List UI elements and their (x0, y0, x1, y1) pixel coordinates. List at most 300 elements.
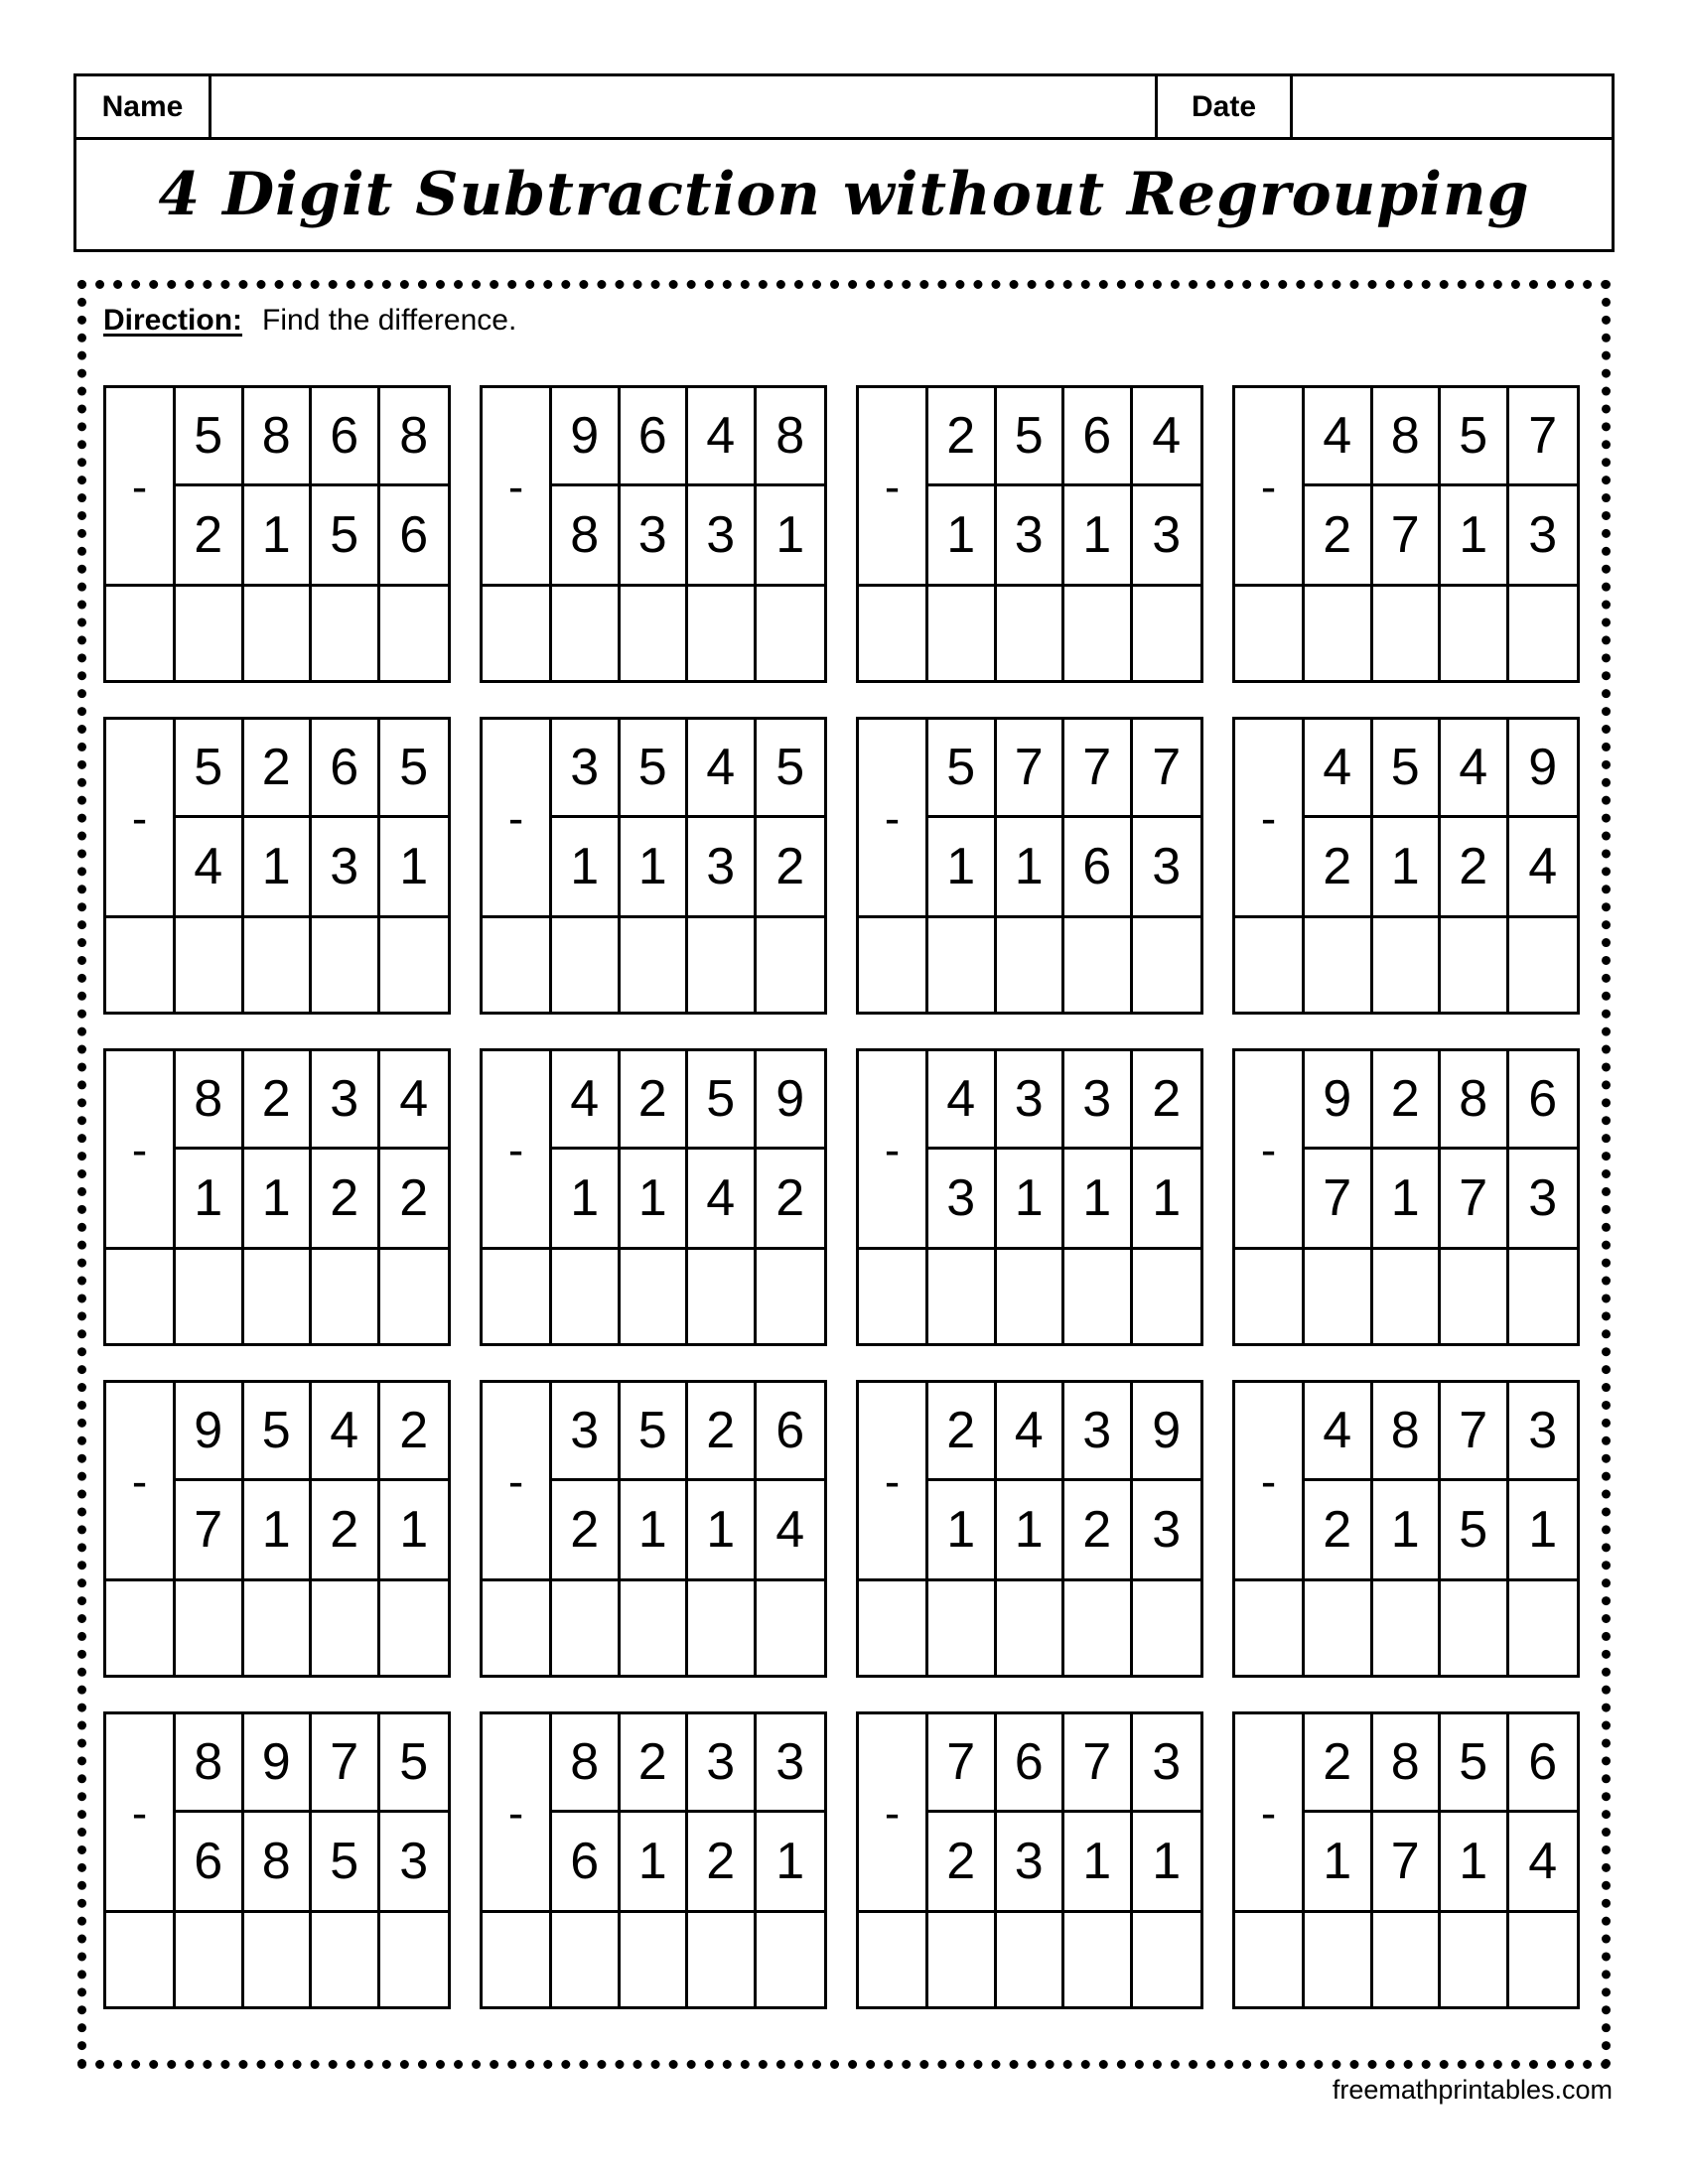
answer-digit-cell[interactable] (244, 1913, 313, 2006)
answer-digit-cell[interactable] (621, 1913, 689, 2006)
minus-sign: - (483, 1051, 552, 1247)
answer-blank-cell (1235, 1581, 1305, 1675)
digit-grid (1305, 1714, 1577, 1910)
minuend-digit: 6 (997, 1714, 1065, 1813)
answer-digit-cell[interactable] (757, 1581, 825, 1675)
minuend-digit: 8 (1441, 1051, 1509, 1150)
subtraction-problem (856, 385, 1203, 683)
minuend-digit: 6 (757, 1383, 825, 1481)
minuend-digit: 8 (176, 1714, 244, 1813)
subtrahend-digit: 2 (688, 1813, 757, 1911)
subtrahend-digit: 3 (1528, 505, 1558, 564)
minuend-digit: 3 (757, 1714, 825, 1813)
minuend-digit: 4 (312, 1383, 380, 1481)
minuend-digit: 2 (621, 1051, 689, 1150)
answer-digit-cell[interactable] (176, 1250, 244, 1343)
subtrahend-digit: 3 (1152, 505, 1182, 564)
minuend-digit: 4 (380, 1051, 449, 1150)
answer-digit-cell[interactable] (1509, 1913, 1578, 2006)
minuend-digit: 2 (380, 1383, 449, 1481)
subtrahend-digit: 2 (1064, 1481, 1133, 1579)
answer-digit-cell[interactable] (312, 587, 380, 680)
answer-digit-cell[interactable] (997, 918, 1065, 1012)
subtrahend-digit: 1 (244, 1481, 313, 1579)
subtrahend-digit: 3 (1528, 1168, 1558, 1227)
minuend-digit: 2 (688, 1383, 757, 1481)
minuend-digit: 5 (757, 720, 825, 818)
minuend-digit: 8 (176, 1051, 244, 1150)
minuend-digit: 6 (1509, 1714, 1578, 1813)
answer-row (1235, 584, 1577, 680)
answer-digit-cell[interactable] (688, 587, 757, 680)
subtraction-problem (103, 1048, 451, 1346)
answer-row (106, 584, 448, 680)
answer-row (106, 1247, 448, 1343)
subtrahend-digit: 4 (775, 1500, 805, 1559)
minuend-digit: 3 (997, 1051, 1065, 1150)
answer-blank-cell (483, 587, 552, 680)
answer-digit-cell[interactable] (997, 587, 1065, 680)
digit-grid (1305, 720, 1577, 915)
subtrahend-digit: 1 (1528, 1500, 1558, 1559)
answer-digit-cell[interactable] (1133, 918, 1201, 1012)
answer-digit-cell[interactable] (1305, 587, 1373, 680)
answer-row (106, 915, 448, 1012)
answer-row (859, 915, 1200, 1012)
minuend-digit: 4 (997, 1383, 1065, 1481)
answer-digit-cell[interactable] (552, 1581, 621, 1675)
minus-sign: - (483, 1383, 552, 1578)
subtrahend-digit: 1 (928, 1481, 997, 1579)
subtrahend-digit: 1 (1152, 1168, 1182, 1227)
answer-blank-cell (1235, 1913, 1305, 2006)
answer-digit-cell[interactable] (1441, 1250, 1509, 1343)
subtrahend-digit: 2 (1305, 1481, 1373, 1579)
minuend-digit: 6 (312, 388, 380, 486)
answer-digit-cell[interactable] (1441, 918, 1509, 1012)
subtrahend-digit: 3 (928, 1150, 997, 1248)
subtrahend-digit: 6 (552, 1813, 621, 1911)
answer-digit-cell[interactable] (621, 1581, 689, 1675)
minuend-digit: 7 (928, 1714, 997, 1813)
answer-digit-cell[interactable] (621, 1250, 689, 1343)
answer-row (106, 1910, 448, 2006)
subtrahend-digit: 1 (1441, 486, 1509, 585)
answer-digit-cell[interactable] (312, 918, 380, 1012)
answer-blank-cell (106, 918, 176, 1012)
answer-digit-cell[interactable] (1064, 1250, 1133, 1343)
digit-grid (552, 1714, 824, 1910)
answer-digit-cell[interactable] (1373, 1581, 1442, 1675)
minus-sign: - (106, 720, 176, 915)
answer-digit-cell[interactable] (1373, 587, 1442, 680)
subtraction-problem (856, 1380, 1203, 1678)
subtraction-problem (480, 1380, 827, 1678)
subtrahend-digit: 1 (399, 1500, 429, 1559)
minuend-digit: 5 (380, 1714, 449, 1813)
answer-digit-cell[interactable] (757, 587, 825, 680)
answer-digit-cell[interactable] (621, 918, 689, 1012)
digit-grid (176, 1383, 448, 1578)
minuend-digit: 3 (552, 720, 621, 818)
digit-grid (928, 388, 1200, 584)
answer-row (1235, 1247, 1577, 1343)
minuend-digit: 2 (244, 720, 313, 818)
minus-sign: - (483, 1714, 552, 1910)
answer-row (1235, 1910, 1577, 2006)
minuend-digit: 9 (244, 1714, 313, 1813)
subtrahend-digit: 2 (312, 1481, 380, 1579)
answer-digit-cell[interactable] (1441, 587, 1509, 680)
answer-digit-cell[interactable] (380, 918, 449, 1012)
minuend-digit: 6 (1509, 1051, 1578, 1150)
answer-digit-cell[interactable] (380, 587, 449, 680)
answer-digit-cell[interactable] (312, 1250, 380, 1343)
subtrahend-digit: 3 (997, 486, 1065, 585)
subtrahend-digit: 1 (1064, 486, 1133, 585)
minuend-digit: 3 (1064, 1383, 1133, 1481)
answer-digit-cell[interactable] (1064, 587, 1133, 680)
subtrahend-digit: 8 (552, 486, 621, 585)
digit-grid (1305, 388, 1577, 584)
answer-digit-cell[interactable] (244, 1581, 313, 1675)
answer-blank-cell (483, 1250, 552, 1343)
answer-blank-cell (483, 1581, 552, 1675)
answer-digit-cell[interactable] (312, 1913, 380, 2006)
answer-digit-cell[interactable] (928, 587, 997, 680)
subtrahend-digit: 3 (997, 1813, 1065, 1911)
subtrahend-digit: 3 (1152, 837, 1182, 895)
digit-grid (552, 720, 824, 915)
answer-digit-cell[interactable] (244, 1250, 313, 1343)
minus-sign: - (1235, 1383, 1305, 1578)
minus-sign: - (859, 388, 928, 584)
worksheet-title: 4 Digit Subtraction without Regrouping (158, 160, 1530, 229)
subtrahend-digit: 1 (176, 1150, 244, 1248)
minus-sign: - (483, 388, 552, 584)
answer-blank-cell (859, 1581, 928, 1675)
answer-digit-cell[interactable] (997, 1250, 1065, 1343)
subtrahend-digit: 1 (1152, 1832, 1182, 1890)
answer-digit-cell[interactable] (380, 1913, 449, 2006)
minus-sign: - (859, 720, 928, 915)
answer-digit-cell[interactable] (688, 918, 757, 1012)
minuend-digit: 5 (380, 720, 449, 818)
minus-sign: - (106, 388, 176, 584)
answer-digit-cell[interactable] (928, 1250, 997, 1343)
subtrahend-digit: 1 (1064, 1813, 1133, 1911)
digit-grid (176, 720, 448, 915)
subtrahend-digit: 2 (1305, 486, 1373, 585)
answer-digit-cell[interactable] (1133, 1913, 1201, 2006)
subtrahend-digit: 2 (775, 837, 805, 895)
minuend-digit: 2 (244, 1051, 313, 1150)
subtrahend-digit: 6 (176, 1813, 244, 1911)
worksheet-header (73, 73, 1615, 252)
answer-digit-cell[interactable] (1509, 918, 1578, 1012)
answer-blank-cell (483, 1913, 552, 2006)
answer-digit-cell[interactable] (1373, 1913, 1442, 2006)
date-field[interactable] (1293, 76, 1612, 137)
minuend-digit: 2 (928, 388, 997, 486)
digit-grid (928, 1051, 1200, 1247)
answer-digit-cell[interactable] (1064, 1581, 1133, 1675)
answer-digit-cell[interactable] (552, 1913, 621, 2006)
digit-grid (176, 1051, 448, 1247)
answer-digit-cell[interactable] (1441, 1581, 1509, 1675)
answer-digit-cell[interactable] (552, 918, 621, 1012)
subtrahend-digit: 1 (928, 818, 997, 916)
minuend-digit: 9 (552, 388, 621, 486)
answer-row (483, 1578, 824, 1675)
subtrahend-digit: 1 (552, 1150, 621, 1248)
subtrahend-digit: 5 (312, 486, 380, 585)
name-label: Name (76, 76, 211, 137)
answer-digit-cell[interactable] (380, 1250, 449, 1343)
subtraction-problem (480, 385, 827, 683)
answer-digit-cell[interactable] (1509, 587, 1578, 680)
minuend-digit: 6 (312, 720, 380, 818)
answer-digit-cell[interactable] (1305, 1913, 1373, 2006)
minuend-digit: 5 (1441, 1714, 1509, 1813)
minuend-digit: 7 (997, 720, 1065, 818)
subtrahend-digit: 2 (552, 1481, 621, 1579)
subtrahend-digit: 1 (688, 1481, 757, 1579)
minuend-digit: 4 (1305, 388, 1373, 486)
minus-sign: - (1235, 720, 1305, 915)
answer-digit-cell[interactable] (380, 1581, 449, 1675)
minuend-digit: 5 (621, 720, 689, 818)
subtraction-problem (1232, 385, 1580, 683)
minuend-digit: 9 (1509, 720, 1578, 818)
subtrahend-digit: 1 (621, 818, 689, 916)
answer-row (483, 915, 824, 1012)
subtrahend-digit: 2 (312, 1150, 380, 1248)
answer-digit-cell[interactable] (176, 1913, 244, 2006)
answer-digit-cell[interactable] (176, 1581, 244, 1675)
answer-blank-cell (859, 1250, 928, 1343)
answer-row (483, 584, 824, 680)
subtrahend-digit: 1 (1305, 1813, 1373, 1911)
answer-digit-cell[interactable] (928, 1913, 997, 2006)
minuend-digit: 7 (1064, 1714, 1133, 1813)
subtrahend-digit: 1 (1373, 1481, 1442, 1579)
minuend-digit: 3 (688, 1714, 757, 1813)
answer-blank-cell (859, 918, 928, 1012)
subtrahend-digit: 1 (244, 486, 313, 585)
digit-grid (552, 1051, 824, 1247)
subtraction-problem (103, 717, 451, 1015)
digit-grid (928, 1383, 1200, 1578)
subtraction-problem (856, 1711, 1203, 2009)
subtrahend-digit: 8 (244, 1813, 313, 1911)
minuend-digit: 4 (928, 1051, 997, 1150)
minuend-digit: 8 (1373, 388, 1442, 486)
minuend-digit: 2 (1133, 1051, 1201, 1150)
subtrahend-digit: 2 (176, 486, 244, 585)
digit-grid (176, 388, 448, 584)
footer-site: freemathprintables.com (1332, 2075, 1613, 2105)
subtrahend-digit: 1 (997, 1481, 1065, 1579)
answer-digit-cell[interactable] (997, 1913, 1065, 2006)
subtrahend-digit: 1 (621, 1481, 689, 1579)
minuend-digit: 2 (928, 1383, 997, 1481)
answer-blank-cell (106, 1250, 176, 1343)
answer-digit-cell[interactable] (1064, 918, 1133, 1012)
name-date-row (76, 76, 1612, 140)
answer-digit-cell[interactable] (1064, 1913, 1133, 2006)
subtraction-problem (103, 385, 451, 683)
subtrahend-digit: 1 (1373, 818, 1442, 916)
answer-blank-cell (1235, 1250, 1305, 1343)
subtrahend-digit: 7 (1441, 1150, 1509, 1248)
answer-blank-cell (106, 1581, 176, 1675)
answer-digit-cell[interactable] (688, 1913, 757, 2006)
answer-digit-cell[interactable] (1373, 1250, 1442, 1343)
minus-sign: - (106, 1714, 176, 1910)
direction-label: Direction: (103, 304, 243, 337)
digit-grid (1305, 1383, 1577, 1578)
minuend-digit: 6 (621, 388, 689, 486)
subtrahend-digit: 2 (928, 1813, 997, 1911)
answer-digit-cell[interactable] (621, 587, 689, 680)
subtrahend-digit: 4 (1528, 1832, 1558, 1890)
minuend-digit: 3 (1133, 1714, 1201, 1813)
answer-digit-cell[interactable] (1305, 1581, 1373, 1675)
subtrahend-digit: 1 (775, 1832, 805, 1890)
answer-digit-cell[interactable] (1305, 918, 1373, 1012)
minuend-digit: 8 (244, 388, 313, 486)
minuend-digit: 8 (757, 388, 825, 486)
answer-digit-cell[interactable] (928, 1581, 997, 1675)
minus-sign: - (1235, 1051, 1305, 1247)
minuend-digit: 8 (552, 1714, 621, 1813)
digit-grid (552, 1383, 824, 1578)
subtraction-problem (480, 717, 827, 1015)
answer-digit-cell[interactable] (688, 1250, 757, 1343)
subtrahend-digit: 4 (688, 1150, 757, 1248)
name-field[interactable] (211, 76, 1158, 137)
minuend-digit: 7 (1064, 720, 1133, 818)
direction (103, 304, 516, 338)
answer-digit-cell[interactable] (757, 1913, 825, 2006)
subtrahend-digit: 1 (997, 818, 1065, 916)
answer-digit-cell[interactable] (1133, 1250, 1201, 1343)
minuend-digit: 4 (1305, 1383, 1373, 1481)
answer-digit-cell[interactable] (1305, 1250, 1373, 1343)
minus-sign: - (106, 1383, 176, 1578)
answer-row (483, 1910, 824, 2006)
answer-digit-cell[interactable] (244, 918, 313, 1012)
subtraction-problem (856, 717, 1203, 1015)
subtrahend-digit: 4 (1528, 837, 1558, 895)
subtraction-problem (1232, 717, 1580, 1015)
subtraction-problem (103, 1711, 451, 2009)
answer-row (859, 1247, 1200, 1343)
subtrahend-digit: 3 (1152, 1500, 1182, 1559)
minus-sign: - (859, 1714, 928, 1910)
answer-row (859, 1578, 1200, 1675)
digit-grid (552, 388, 824, 584)
answer-row (859, 584, 1200, 680)
minus-sign: - (106, 1051, 176, 1247)
digit-grid (176, 1714, 448, 1910)
answer-digit-cell[interactable] (176, 587, 244, 680)
answer-row (859, 1910, 1200, 2006)
subtraction-problem (1232, 1711, 1580, 2009)
subtrahend-digit: 1 (928, 486, 997, 585)
minuend-digit: 5 (928, 720, 997, 818)
answer-digit-cell[interactable] (688, 1581, 757, 1675)
answer-digit-cell[interactable] (928, 918, 997, 1012)
minuend-digit: 4 (688, 388, 757, 486)
minuend-digit: 9 (176, 1383, 244, 1481)
subtrahend-digit: 4 (176, 818, 244, 916)
minuend-digit: 7 (1133, 720, 1201, 818)
minuend-digit: 2 (1373, 1051, 1442, 1150)
subtrahend-digit: 1 (244, 1150, 313, 1248)
subtraction-problem (480, 1048, 827, 1346)
answer-digit-cell[interactable] (1373, 918, 1442, 1012)
answer-digit-cell[interactable] (552, 587, 621, 680)
subtrahend-digit: 1 (621, 1150, 689, 1248)
minuend-digit: 5 (244, 1383, 313, 1481)
subtraction-problem (103, 1380, 451, 1678)
minuend-digit: 5 (1441, 388, 1509, 486)
subtrahend-digit: 2 (775, 1168, 805, 1227)
subtrahend-digit: 2 (1305, 818, 1373, 916)
answer-digit-cell[interactable] (312, 1581, 380, 1675)
minuend-digit: 4 (552, 1051, 621, 1150)
answer-digit-cell[interactable] (1133, 1581, 1201, 1675)
answer-blank-cell (483, 918, 552, 1012)
answer-digit-cell[interactable] (1509, 1581, 1578, 1675)
answer-digit-cell[interactable] (244, 587, 313, 680)
minuend-digit: 4 (1441, 720, 1509, 818)
minuend-digit: 4 (1133, 388, 1201, 486)
answer-digit-cell[interactable] (997, 1581, 1065, 1675)
answer-digit-cell[interactable] (1133, 587, 1201, 680)
answer-digit-cell[interactable] (757, 918, 825, 1012)
minuend-digit: 2 (621, 1714, 689, 1813)
answer-row (1235, 915, 1577, 1012)
answer-digit-cell[interactable] (1441, 1913, 1509, 2006)
minuend-digit: 3 (552, 1383, 621, 1481)
subtrahend-digit: 6 (1064, 818, 1133, 916)
answer-digit-cell[interactable] (552, 1250, 621, 1343)
answer-row (106, 1578, 448, 1675)
answer-digit-cell[interactable] (1509, 1250, 1578, 1343)
answer-digit-cell[interactable] (757, 1250, 825, 1343)
subtrahend-digit: 1 (244, 818, 313, 916)
minus-sign: - (483, 720, 552, 915)
minuend-digit: 5 (997, 388, 1065, 486)
subtrahend-digit: 1 (997, 1150, 1065, 1248)
minuend-digit: 2 (1305, 1714, 1373, 1813)
answer-row (483, 1247, 824, 1343)
subtrahend-digit: 7 (176, 1481, 244, 1579)
subtraction-problem (1232, 1048, 1580, 1346)
answer-digit-cell[interactable] (176, 918, 244, 1012)
minuend-digit: 3 (312, 1051, 380, 1150)
answer-row (1235, 1578, 1577, 1675)
subtrahend-digit: 2 (399, 1168, 429, 1227)
minus-sign: - (1235, 388, 1305, 584)
subtrahend-digit: 7 (1373, 1813, 1442, 1911)
answer-blank-cell (859, 587, 928, 680)
minuend-digit: 7 (1441, 1383, 1509, 1481)
digit-grid (928, 1714, 1200, 1910)
